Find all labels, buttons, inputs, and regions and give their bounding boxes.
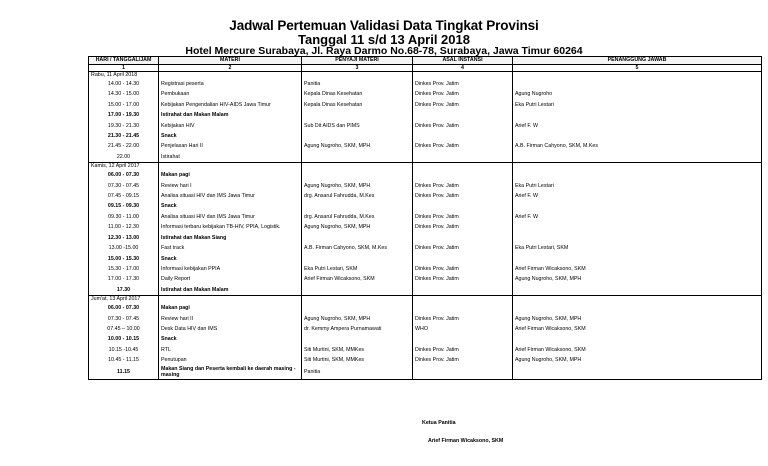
cell-penyaji — [302, 233, 413, 243]
day-label: Rabu, 11 April 2018 — [89, 72, 159, 80]
cell-penyaji: Kepala Dinas Kesehatan — [302, 100, 413, 110]
empty-cell — [302, 296, 413, 304]
cell-time: 22.00 — [89, 152, 159, 163]
cell-penyaji: Agung Nugroho, SKM, MPH — [302, 314, 413, 324]
empty-cell — [159, 296, 302, 304]
table-row — [89, 89, 762, 99]
cell-penyaji: Siti Murtini, SKM, MMKes — [302, 345, 413, 355]
table-row — [89, 121, 762, 131]
table-header-row — [89, 57, 762, 65]
cell-time: 07.45 – 10.00 — [89, 324, 159, 334]
day-row — [89, 296, 762, 304]
cell-penyaji — [302, 303, 413, 313]
cell-materi: Istirahat dan Makan Malam — [159, 110, 302, 120]
cell-materi: Makan pagi — [159, 170, 302, 180]
signature-role: Ketua Panitia — [422, 420, 456, 426]
cell-asal: Dinkes Prov. Jatim — [413, 141, 513, 151]
table-row — [89, 201, 762, 211]
cell-asal — [413, 110, 513, 120]
cell-pj: A.B. Firman Cahyono, SKM, M.Kes — [513, 141, 762, 151]
cell-time: 09.15 - 09.30 — [89, 201, 159, 211]
cell-materi: Fast track — [159, 243, 302, 253]
cell-penyaji — [302, 131, 413, 141]
cell-materi: Snack — [159, 334, 302, 344]
column-header: ASAL INSTANSI — [413, 57, 513, 65]
column-number: 1 — [89, 65, 159, 72]
cell-materi: Penutupan — [159, 355, 302, 365]
column-header: PENYAJI MATERI — [302, 57, 413, 65]
day-label: Kamis, 12 April 2017 — [89, 163, 159, 171]
cell-asal: Dinkes Prov. Jatim — [413, 181, 513, 191]
cell-penyaji: Agung Nugroho, SKM, MPH — [302, 222, 413, 232]
cell-pj — [513, 366, 762, 380]
cell-materi: RTL — [159, 345, 302, 355]
cell-time: 15.00 - 15.30 — [89, 254, 159, 264]
cell-time: 06.00 - 07.30 — [89, 170, 159, 180]
empty-cell — [513, 72, 762, 80]
cell-pj — [513, 170, 762, 180]
day-row — [89, 72, 762, 80]
cell-time: 11.00 - 12.30 — [89, 222, 159, 232]
cell-materi: Snack — [159, 254, 302, 264]
cell-asal: Dinkes Prov. Jatim — [413, 79, 513, 89]
cell-penyaji — [302, 201, 413, 211]
cell-asal: Dinkes Prov. Jatim — [413, 100, 513, 110]
cell-asal: Dinkes Prov. Jatim — [413, 222, 513, 232]
cell-pj: Arief Firman Wicaksono, SKM — [513, 345, 762, 355]
cell-materi: Makan Siang dan Peserta kembali ke daerah masing - masing — [159, 366, 302, 380]
cell-asal: Dinkes Prov. Jatim — [413, 212, 513, 222]
cell-asal — [413, 285, 513, 296]
cell-penyaji: Arief Firman Wicaksono, SKM — [302, 274, 413, 284]
column-header: HARI / TANGGAL/JAM — [89, 57, 159, 65]
cell-materi: Review hari II — [159, 314, 302, 324]
cell-asal — [413, 201, 513, 211]
cell-materi: Review hari I — [159, 181, 302, 191]
cell-pj — [513, 79, 762, 89]
cell-materi: Kebijakan Pengendalian HIV-AIDS Jawa Timur — [159, 100, 302, 110]
cell-time: 09.30 - 11.00 — [89, 212, 159, 222]
cell-pj: Arief F. W — [513, 121, 762, 131]
cell-materi: Istirahat — [159, 152, 302, 163]
table-row — [89, 285, 762, 296]
cell-materi: Istirahat dan Makan Siang — [159, 233, 302, 243]
cell-penyaji: A.B. Firman Cahyono, SKM, M.Kes — [302, 243, 413, 253]
cell-pj — [513, 303, 762, 313]
cell-asal: Dinkes Prov. Jatim — [413, 355, 513, 365]
cell-asal: Dinkes Prov. Jatim — [413, 243, 513, 253]
table-row — [89, 254, 762, 264]
cell-asal: Dinkes Prov. Jatim — [413, 89, 513, 99]
table-row — [89, 264, 762, 274]
cell-time: 17.30 — [89, 285, 159, 296]
cell-time: 14.00 - 14.30 — [89, 79, 159, 89]
cell-penyaji: drg. Ansarul Fahrudda, M.Kes — [302, 191, 413, 201]
cell-pj: Eka Putri Lestari — [513, 100, 762, 110]
cell-asal — [413, 233, 513, 243]
cell-pj: Agung Nugroho, SKM, MPH — [513, 314, 762, 324]
table-row — [89, 79, 762, 89]
cell-pj: Arief Firman Wicaksono, SKM — [513, 264, 762, 274]
cell-time: 17.00 - 17.30 — [89, 274, 159, 284]
cell-pj — [513, 131, 762, 141]
cell-asal: Dinkes Prov. Jatim — [413, 274, 513, 284]
empty-cell — [413, 296, 513, 304]
schedule-table — [88, 56, 762, 380]
table-row — [89, 141, 762, 151]
column-number: 3 — [302, 65, 413, 72]
cell-time: 07.30 - 07.45 — [89, 181, 159, 191]
column-header: MATERI — [159, 57, 302, 65]
cell-penyaji — [302, 152, 413, 163]
empty-cell — [513, 296, 762, 304]
document-date: Tanggal 11 s/d 13 April 2018 — [298, 32, 470, 47]
cell-penyaji — [302, 110, 413, 120]
empty-cell — [159, 72, 302, 80]
empty-cell — [413, 163, 513, 171]
cell-pj — [513, 233, 762, 243]
table-row — [89, 222, 762, 232]
column-number: 5 — [513, 65, 762, 72]
day-row — [89, 163, 762, 171]
table-row — [89, 152, 762, 163]
cell-pj: Eka Putri Lestari, SKM — [513, 243, 762, 253]
cell-penyaji — [302, 334, 413, 344]
cell-time: 21.30 - 21.45 — [89, 131, 159, 141]
cell-asal — [413, 170, 513, 180]
cell-pj: Agung Nugroho, SKM, MPH — [513, 355, 762, 365]
cell-penyaji: Panitia — [302, 79, 413, 89]
cell-asal — [413, 366, 513, 380]
cell-penyaji: drg. Ansarul Fahrudda, M.Kes — [302, 212, 413, 222]
document-venue: Hotel Mercure Surabaya, Jl. Raya Darmo No.68-78, Surabaya, Jawa Timur 60264 — [185, 45, 583, 57]
cell-asal — [413, 334, 513, 344]
cell-pj: Arief Firman Wicaksono, SKM — [513, 324, 762, 334]
table-row — [89, 243, 762, 253]
cell-asal: Dinkes Prov. Jatim — [413, 121, 513, 131]
cell-pj — [513, 254, 762, 264]
cell-pj — [513, 201, 762, 211]
cell-penyaji: Sub Dit AIDS dan PIMS — [302, 121, 413, 131]
table-row — [89, 212, 762, 222]
cell-penyaji — [302, 170, 413, 180]
cell-materi: Snack — [159, 201, 302, 211]
empty-cell — [302, 163, 413, 171]
cell-pj — [513, 334, 762, 344]
cell-time: 13.00 -15.00 — [89, 243, 159, 253]
table-row — [89, 366, 762, 380]
cell-pj — [513, 110, 762, 120]
empty-cell — [302, 72, 413, 80]
cell-penyaji: Agung Nugroho, SKM, MPH — [302, 141, 413, 151]
cell-asal — [413, 152, 513, 163]
table-row — [89, 324, 762, 334]
cell-time: 15.30 - 17.00 — [89, 264, 159, 274]
cell-time: 10.15 -10.45 — [89, 345, 159, 355]
cell-asal — [413, 131, 513, 141]
cell-materi: Istirahat dan Makan Malam — [159, 285, 302, 296]
cell-time: 21.45 - 22.00 — [89, 141, 159, 151]
cell-asal: Dinkes Prov. Jatim — [413, 191, 513, 201]
column-number: 4 — [413, 65, 513, 72]
cell-pj: Arief F. W — [513, 212, 762, 222]
cell-materi: Registrasi peserta — [159, 79, 302, 89]
table-row — [89, 170, 762, 180]
empty-cell — [159, 163, 302, 171]
document-title: Jadwal Pertemuan Validasi Data Tingkat Provinsi — [229, 18, 539, 33]
cell-pj — [513, 222, 762, 232]
empty-cell — [513, 163, 762, 171]
cell-materi: Makan pagi — [159, 303, 302, 313]
cell-materi: Daily Report — [159, 274, 302, 284]
table-row — [89, 100, 762, 110]
empty-cell — [413, 72, 513, 80]
table-row — [89, 191, 762, 201]
cell-materi: Kebijakan HIV — [159, 121, 302, 131]
table-row — [89, 233, 762, 243]
table-row — [89, 345, 762, 355]
table-row — [89, 303, 762, 313]
column-number: 2 — [159, 65, 302, 72]
cell-time: 14.30 - 15.00 — [89, 89, 159, 99]
cell-materi: Penjelasan Hari II — [159, 141, 302, 151]
cell-asal: WHO — [413, 324, 513, 334]
cell-pj: Agung Nugroho, SKM, MPH — [513, 274, 762, 284]
cell-asal: Dinkes Prov. Jatim — [413, 345, 513, 355]
cell-pj: Agung Nugroho — [513, 89, 762, 99]
cell-asal: Dinkes Prov. Jatim — [413, 264, 513, 274]
table-row — [89, 110, 762, 120]
table-row — [89, 314, 762, 324]
cell-time: 07.30 - 07.45 — [89, 314, 159, 324]
column-header: PENANGGUNG JAWAB — [513, 57, 762, 65]
cell-asal — [413, 303, 513, 313]
cell-penyaji: dr. Kemmy Ampera Purnamawati — [302, 324, 413, 334]
cell-pj: Eka Putri Lestari — [513, 181, 762, 191]
cell-time: 10.45 - 11.15 — [89, 355, 159, 365]
cell-penyaji: Panitia — [302, 366, 413, 380]
cell-time: 11.15 — [89, 366, 159, 380]
table-row — [89, 131, 762, 141]
cell-asal: Dinkes Prov. Jatim — [413, 314, 513, 324]
cell-time: 17.00 - 19.30 — [89, 110, 159, 120]
cell-time: 06.00 - 07.30 — [89, 303, 159, 313]
cell-penyaji — [302, 254, 413, 264]
cell-materi: Analisa situasi HIV dan IMS Jawa Timur — [159, 191, 302, 201]
cell-materi: Informasi terbaru kebijakan TB-HIV, PPIA, Logistik. — [159, 222, 302, 232]
cell-time: 19.30 - 21.30 — [89, 121, 159, 131]
cell-time: 07.45 - 09.15 — [89, 191, 159, 201]
cell-materi: Informasi kebijakan PPIA — [159, 264, 302, 274]
cell-penyaji — [302, 285, 413, 296]
signature-name: Arief Firman Wicaksono, SKM — [428, 438, 504, 444]
cell-time: 15.00 - 17.00 — [89, 100, 159, 110]
day-label: Jum'at, 13 April 2017 — [89, 296, 159, 304]
cell-materi: Pembukaan — [159, 89, 302, 99]
cell-pj — [513, 285, 762, 296]
cell-asal — [413, 254, 513, 264]
cell-materi: Desk Data HIV dan IMS — [159, 324, 302, 334]
table-row — [89, 355, 762, 365]
cell-penyaji: Kepala Dinas Kesehatan — [302, 89, 413, 99]
cell-penyaji: Eka Putri Lestari, SKM — [302, 264, 413, 274]
cell-materi: Snack — [159, 131, 302, 141]
table-row — [89, 334, 762, 344]
cell-penyaji: Agung Nugroho, SKM, MPH — [302, 181, 413, 191]
cell-pj: Arief F. W — [513, 191, 762, 201]
table-row — [89, 181, 762, 191]
cell-penyaji: Siti Murtini, SKM, MMKes — [302, 355, 413, 365]
cell-time: 10.00 - 10.15 — [89, 334, 159, 344]
cell-time: 12.30 - 13.00 — [89, 233, 159, 243]
cell-materi: Analisa situasi HIV dan IMS Jawa Timur — [159, 212, 302, 222]
cell-pj — [513, 152, 762, 163]
table-row — [89, 274, 762, 284]
column-number-row — [89, 65, 762, 72]
